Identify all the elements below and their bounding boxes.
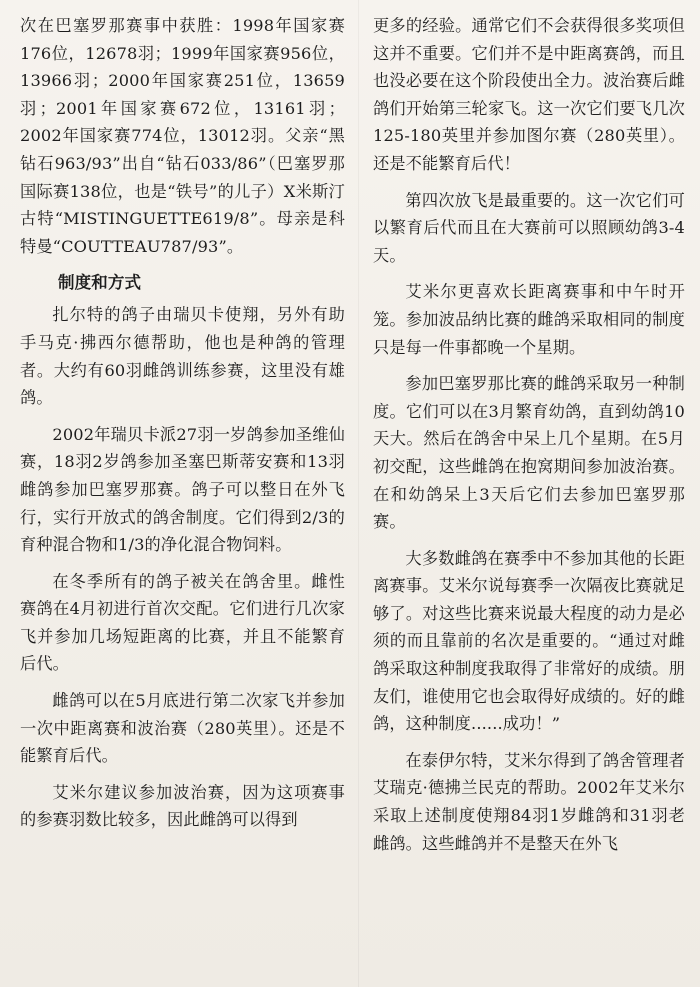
paragraph: 扎尔特的鸽子由瑞贝卡使翔，另外有助手马克·拂西尔德帮助，他也是种鸽的管理者。大约有60羽雌鸽训练参赛，这里没有雄鸽。 <box>20 305 345 408</box>
paragraph: 艾米尔建议参加波治赛，因为这项赛事的参赛羽数比较多，因此雌鸽可以得到 <box>20 782 345 830</box>
left-column <box>20 12 345 979</box>
paragraph: 雌鸽可以在5月底进行第二次家飞并参加一次中距离赛和波治赛（280英里）。还是不能繁育后代。 <box>20 691 345 766</box>
paragraph: 次在巴塞罗那赛事中获胜：1998年国家赛176位，12678羽；1999年国家赛956位，13966羽；2000年国家赛251位，13659羽；2001年国家赛672位，13161羽；2002年国家赛774位，13012羽。父亲“黑钻石963/93”出自“钻石033/86”（巴塞罗那国际赛138位，也是“铁号”的儿子）X米斯汀古特“MISTINGUETTE619/8”。母亲是科特曼“COUTTEAU787/93”。 <box>20 16 345 256</box>
right-column <box>373 12 685 979</box>
paragraph: 更多的经验。通常它们不会获得很多奖项但这并不重要。它们并不是中距离赛鸽，而且也没必要在这个阶段使出全力。波治赛后雌鸽们开始第三轮家飞。这一次它们要飞几次125-180英里并参加图尔赛（280英里）。还是不能繁育后代！ <box>373 16 685 173</box>
paragraph: 2002年瑞贝卡派27羽一岁鸽参加圣维仙赛，18羽2岁鸽参加圣塞巴斯蒂安赛和13羽雌鸽参加巴塞罗那赛。鸽子可以整日在外飞行，实行开放式的鸽舍制度。它们得到2/3的育种混合物和1/3的净化混合物饲料。 <box>20 424 345 555</box>
paragraph: 参加巴塞罗那比赛的雌鸽采取另一种制度。它们可以在3月繁育幼鸽，直到幼鸽10天大。然后在鸽舍中呆上几个星期。在5月初交配，这些雌鸽在抱窝期间参加波治赛。在和幼鸽呆上3天后它们去参加巴塞罗那赛。 <box>373 374 685 532</box>
column-gutter <box>358 0 359 987</box>
section-heading: 制度和方式 <box>57 273 142 293</box>
paragraph: 艾米尔更喜欢长距离赛事和中午时开笼。参加波品纳比赛的雌鸽采取相同的制度只是每一件事都晚一个星期。 <box>373 282 685 357</box>
paragraph: 大多数雌鸽在赛季中不参加其他的长距离赛事。艾米尔说每赛季一次隔夜比赛就足够了。对这些比赛来说最大程度的动力是必须的而且靠前的名次是重要的。“通过对雌鸽采取这种制度我取得了非常好的成绩。朋友们，谁使用它也会取得好成绩的。好的雌鸽，这种制度......成功！” <box>373 548 685 734</box>
paragraph: 第四次放飞是最重要的。这一次它们可以繁育后代而且在大赛前可以照顾幼鸽3-4天。 <box>373 190 685 265</box>
paragraph: 在泰伊尔特，艾米尔得到了鸽舍管理者艾瑞克·德拂兰民克的帮助。2002年艾米尔采取上述制度使翔84羽1岁雌鸽和31羽老雌鸽。这些雌鸽并不是整天在外飞 <box>373 750 685 853</box>
paragraph: 在冬季所有的鸽子被关在鸽舍里。雌性赛鸽在4月初进行首次交配。它们进行几次家飞并参加几场短距离的比赛，并且不能繁育后代。 <box>20 571 345 674</box>
